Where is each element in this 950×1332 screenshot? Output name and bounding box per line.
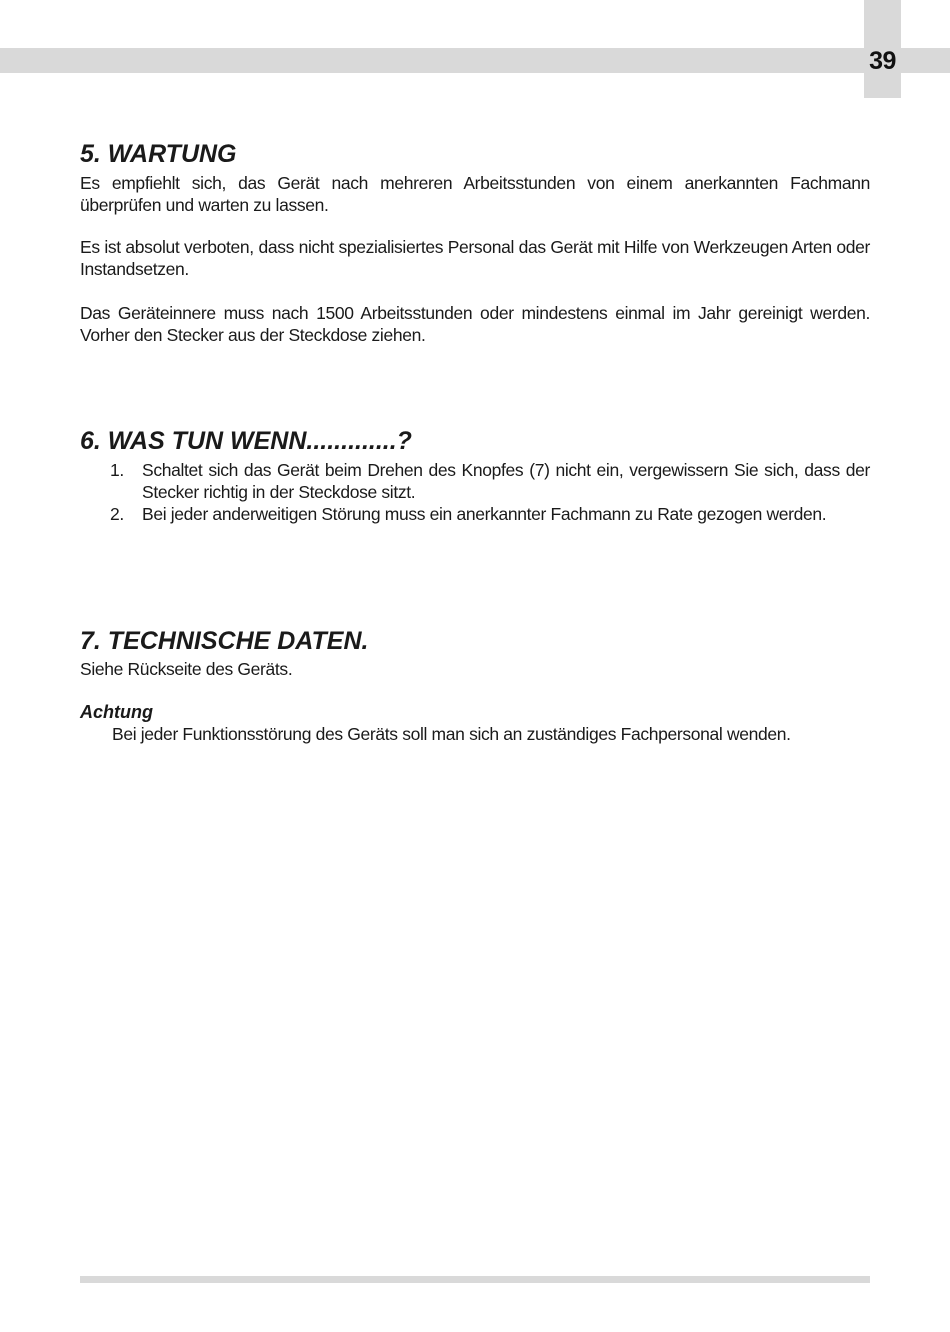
wartung-paragraph-2: Es ist absolut verboten, dass nicht spezialisiertes Personal das Gerät mit Hilfe von Werkzeugen Arten oder Instandsetzen. bbox=[80, 237, 870, 279]
troubleshooting-list bbox=[80, 459, 870, 525]
footer-bar bbox=[80, 1276, 870, 1283]
list-item-text: Schaltet sich das Gerät beim Drehen des Knopfes (7) nicht ein, vergewissern Sie sich, dass der Stecker richtig in der Steckdose sitzt. bbox=[142, 460, 870, 502]
wartung-paragraph-3: Das Geräteinnere muss nach 1500 Arbeitsstunden oder mindestens einmal im Jahr gereinigt werden. Vorher den Stecker aus der Steckdose ziehen. bbox=[80, 303, 870, 345]
list-item bbox=[80, 503, 870, 525]
header-bar bbox=[0, 48, 950, 73]
note-text: Bei jeder Funktionsstörung des Geräts soll man sich an zuständiges Fachpersonal wenden. bbox=[112, 724, 791, 744]
page-number: 39 bbox=[869, 47, 896, 75]
section-heading-wartung: 5. WARTUNG bbox=[80, 140, 237, 168]
wartung-paragraph-1: Es empfiehlt sich, das Gerät nach mehreren Arbeitsstunden von einem anerkannten Fachmann überprüfen und warten zu lassen. bbox=[80, 173, 870, 215]
technische-daten-paragraph: Siehe Rückseite des Geräts. bbox=[80, 659, 293, 679]
list-item-text: Bei jeder anderweitigen Störung muss ein anerkannter Fachmann zu Rate gezogen werden. bbox=[142, 504, 827, 524]
note-title: Achtung bbox=[80, 702, 153, 722]
list-item-number: 2. bbox=[110, 504, 124, 524]
section-heading-technische-daten: 7. TECHNISCHE DATEN. bbox=[80, 627, 369, 655]
list-item-number: 1. bbox=[110, 460, 124, 480]
section-heading-was-tun-wenn: 6. WAS TUN WENN.............? bbox=[80, 427, 412, 455]
list-item bbox=[80, 459, 870, 503]
